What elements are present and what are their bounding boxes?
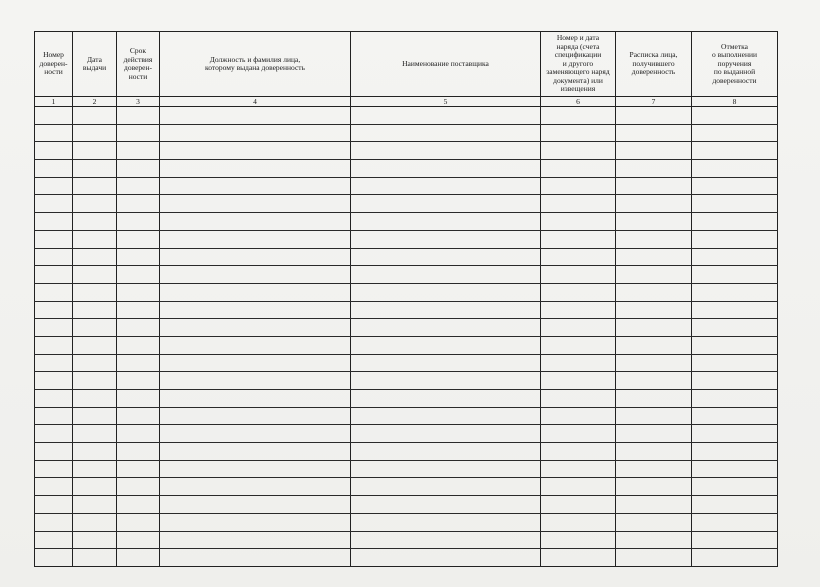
table-cell[interactable]	[73, 283, 117, 301]
table-cell[interactable]	[73, 213, 117, 231]
table-cell[interactable]	[160, 443, 351, 461]
table-cell[interactable]	[160, 301, 351, 319]
table-cell[interactable]	[351, 513, 541, 531]
table-cell[interactable]	[541, 460, 616, 478]
column-header-position-and-name: Должность и фамилия лица, которому выдана доверенность	[160, 32, 351, 97]
table-cell[interactable]	[35, 407, 73, 425]
table-cell[interactable]	[541, 390, 616, 408]
table-cell[interactable]	[616, 478, 692, 496]
table-row	[35, 372, 778, 390]
table-cell[interactable]	[692, 266, 778, 284]
table-row	[35, 390, 778, 408]
column-number: 6	[541, 97, 616, 107]
table-cell[interactable]	[616, 531, 692, 549]
table-cell[interactable]	[160, 336, 351, 354]
column-number: 3	[117, 97, 160, 107]
table-cell[interactable]	[73, 354, 117, 372]
table-cell[interactable]	[160, 213, 351, 231]
table-cell[interactable]	[117, 460, 160, 478]
table-cell[interactable]	[351, 336, 541, 354]
table-cell[interactable]	[160, 513, 351, 531]
table-cell[interactable]	[616, 390, 692, 408]
table-cell[interactable]	[351, 160, 541, 178]
table-cell[interactable]	[616, 372, 692, 390]
table-cell[interactable]	[351, 301, 541, 319]
table-cell[interactable]	[35, 336, 73, 354]
table-cell[interactable]	[351, 107, 541, 125]
table-cell[interactable]	[35, 213, 73, 231]
table-cell[interactable]	[35, 266, 73, 284]
table-row	[35, 531, 778, 549]
table-cell[interactable]	[117, 124, 160, 142]
table-cell[interactable]	[692, 460, 778, 478]
table-cell[interactable]	[616, 248, 692, 266]
table-cell[interactable]	[35, 443, 73, 461]
table-cell[interactable]	[541, 107, 616, 125]
table-cell[interactable]	[35, 124, 73, 142]
table-row	[35, 248, 778, 266]
table-cell[interactable]	[692, 496, 778, 514]
table-cell[interactable]	[35, 460, 73, 478]
table-cell[interactable]	[117, 496, 160, 514]
table-cell[interactable]	[35, 177, 73, 195]
table-cell[interactable]	[692, 336, 778, 354]
table-cell[interactable]	[73, 460, 117, 478]
table-cell[interactable]	[160, 124, 351, 142]
table-cell[interactable]	[616, 195, 692, 213]
table-cell[interactable]	[117, 195, 160, 213]
table-cell[interactable]	[692, 319, 778, 337]
table-cell[interactable]	[692, 443, 778, 461]
table-cell[interactable]	[73, 301, 117, 319]
table-cell[interactable]	[616, 443, 692, 461]
table-cell[interactable]	[160, 425, 351, 443]
table-row	[35, 354, 778, 372]
table-row	[35, 496, 778, 514]
table-cell[interactable]	[692, 142, 778, 160]
table-cell[interactable]	[541, 230, 616, 248]
table-cell[interactable]	[117, 230, 160, 248]
table-cell[interactable]	[117, 177, 160, 195]
table-cell[interactable]	[541, 266, 616, 284]
table-cell[interactable]	[73, 372, 117, 390]
table-row	[35, 283, 778, 301]
table-row	[35, 301, 778, 319]
table-cell[interactable]	[160, 390, 351, 408]
table-cell[interactable]	[73, 124, 117, 142]
table-cell[interactable]	[351, 177, 541, 195]
table-cell[interactable]	[73, 177, 117, 195]
table-cell[interactable]	[73, 336, 117, 354]
table-cell[interactable]	[73, 549, 117, 567]
table-row	[35, 230, 778, 248]
table-cell[interactable]	[160, 372, 351, 390]
table-row	[35, 142, 778, 160]
table-cell[interactable]	[117, 213, 160, 231]
table-cell[interactable]	[351, 230, 541, 248]
table-cell[interactable]	[351, 425, 541, 443]
table-cell[interactable]	[616, 142, 692, 160]
table-cell[interactable]	[692, 213, 778, 231]
table-cell[interactable]	[351, 443, 541, 461]
table-cell[interactable]	[160, 160, 351, 178]
table-row	[35, 177, 778, 195]
header-row	[35, 32, 778, 97]
table-cell[interactable]	[616, 266, 692, 284]
table-cell[interactable]	[692, 425, 778, 443]
table-cell[interactable]	[35, 531, 73, 549]
table-row	[35, 336, 778, 354]
table-cell[interactable]	[73, 107, 117, 125]
table-row	[35, 407, 778, 425]
table-cell[interactable]	[692, 283, 778, 301]
table-cell[interactable]	[117, 301, 160, 319]
table-cell[interactable]	[35, 372, 73, 390]
table-cell[interactable]	[541, 283, 616, 301]
table-cell[interactable]	[160, 142, 351, 160]
table-cell[interactable]	[541, 478, 616, 496]
table-cell[interactable]	[351, 407, 541, 425]
table-cell[interactable]	[616, 230, 692, 248]
table-cell[interactable]	[117, 390, 160, 408]
table-cell[interactable]	[541, 443, 616, 461]
table-cell[interactable]	[541, 336, 616, 354]
table-cell[interactable]	[73, 248, 117, 266]
table-cell[interactable]	[692, 513, 778, 531]
table-cell[interactable]	[117, 160, 160, 178]
table-cell[interactable]	[541, 177, 616, 195]
table-cell[interactable]	[692, 390, 778, 408]
table-cell[interactable]	[351, 248, 541, 266]
table-cell[interactable]	[351, 319, 541, 337]
column-number: 1	[35, 97, 73, 107]
table-cell[interactable]	[160, 283, 351, 301]
table-cell[interactable]	[351, 354, 541, 372]
table-cell[interactable]	[73, 513, 117, 531]
table-cell[interactable]	[692, 372, 778, 390]
table-cell[interactable]	[117, 319, 160, 337]
table-cell[interactable]	[541, 213, 616, 231]
table-cell[interactable]	[692, 354, 778, 372]
table-cell[interactable]	[117, 283, 160, 301]
table-row	[35, 319, 778, 337]
table-cell[interactable]	[351, 390, 541, 408]
table-cell[interactable]	[117, 531, 160, 549]
table-cell[interactable]	[541, 124, 616, 142]
table-cell[interactable]	[692, 177, 778, 195]
table-row	[35, 107, 778, 125]
table-cell[interactable]	[160, 496, 351, 514]
table-cell[interactable]	[541, 160, 616, 178]
table-cell[interactable]	[117, 266, 160, 284]
table-cell[interactable]	[541, 531, 616, 549]
table-cell[interactable]	[541, 372, 616, 390]
table-cell[interactable]	[117, 142, 160, 160]
table-cell[interactable]	[160, 478, 351, 496]
table-cell[interactable]	[351, 195, 541, 213]
table-cell[interactable]	[160, 195, 351, 213]
table-cell[interactable]	[73, 195, 117, 213]
table-cell[interactable]	[73, 425, 117, 443]
table-row	[35, 160, 778, 178]
table-row	[35, 549, 778, 567]
table-cell[interactable]	[160, 407, 351, 425]
table-cell[interactable]	[35, 230, 73, 248]
table-cell[interactable]	[541, 301, 616, 319]
table-cell[interactable]	[73, 407, 117, 425]
table-cell[interactable]	[616, 160, 692, 178]
table-cell[interactable]	[117, 372, 160, 390]
table-cell[interactable]	[35, 425, 73, 443]
table-cell[interactable]	[35, 390, 73, 408]
table-cell[interactable]	[616, 336, 692, 354]
table-cell[interactable]	[351, 531, 541, 549]
table-cell[interactable]	[692, 248, 778, 266]
table-cell[interactable]	[117, 336, 160, 354]
table-cell[interactable]	[160, 319, 351, 337]
column-header-attorney-number: Номер доверен- ности	[35, 32, 73, 97]
column-number: 8	[692, 97, 778, 107]
table-cell[interactable]	[160, 354, 351, 372]
table-cell[interactable]	[35, 513, 73, 531]
table-row	[35, 443, 778, 461]
table-cell[interactable]	[616, 124, 692, 142]
table-cell[interactable]	[616, 319, 692, 337]
table-cell[interactable]	[351, 283, 541, 301]
column-number: 7	[616, 97, 692, 107]
table-cell[interactable]	[616, 213, 692, 231]
table-cell[interactable]	[616, 425, 692, 443]
table-cell[interactable]	[616, 460, 692, 478]
column-number: 5	[351, 97, 541, 107]
table-row	[35, 478, 778, 496]
table-cell[interactable]	[351, 213, 541, 231]
table-row	[35, 425, 778, 443]
column-header-recipient-signature: Расписка лица, получившего доверенность	[616, 32, 692, 97]
table-cell[interactable]	[541, 195, 616, 213]
table-cell[interactable]	[692, 549, 778, 567]
table-cell[interactable]	[160, 248, 351, 266]
table-cell[interactable]	[541, 319, 616, 337]
table-cell[interactable]	[73, 478, 117, 496]
table-cell[interactable]	[160, 460, 351, 478]
table-cell[interactable]	[541, 425, 616, 443]
table-cell[interactable]	[35, 195, 73, 213]
table-cell[interactable]	[541, 142, 616, 160]
table-cell[interactable]	[692, 124, 778, 142]
table-cell[interactable]	[117, 107, 160, 125]
column-header-order-number-date: Номер и дата наряда (счета спецификации и другого заменяющего наряд документа) или извещения	[541, 32, 616, 97]
table-cell[interactable]	[35, 142, 73, 160]
power-of-attorney-journal-table	[34, 31, 778, 567]
table-cell[interactable]	[616, 513, 692, 531]
table-cell[interactable]	[541, 407, 616, 425]
column-header-validity-period: Срок действия доверен- ности	[117, 32, 160, 97]
table-cell[interactable]	[692, 195, 778, 213]
table-cell[interactable]	[351, 142, 541, 160]
table-cell[interactable]	[616, 407, 692, 425]
table-cell[interactable]	[692, 160, 778, 178]
table-cell[interactable]	[351, 266, 541, 284]
table-cell[interactable]	[351, 460, 541, 478]
table-cell[interactable]	[73, 319, 117, 337]
table-cell[interactable]	[73, 266, 117, 284]
table-cell[interactable]	[616, 549, 692, 567]
table-row	[35, 213, 778, 231]
table-cell[interactable]	[117, 248, 160, 266]
table-cell[interactable]	[35, 301, 73, 319]
table-cell[interactable]	[73, 160, 117, 178]
table-row	[35, 124, 778, 142]
table-cell[interactable]	[616, 354, 692, 372]
table-cell[interactable]	[35, 107, 73, 125]
table-cell[interactable]	[35, 354, 73, 372]
table-cell[interactable]	[117, 478, 160, 496]
journal-rows	[35, 107, 778, 567]
column-number-row	[35, 97, 778, 107]
table-cell[interactable]	[73, 531, 117, 549]
table-cell[interactable]	[541, 549, 616, 567]
table-cell[interactable]	[351, 372, 541, 390]
table-cell[interactable]	[160, 266, 351, 284]
column-number: 4	[160, 97, 351, 107]
table-cell[interactable]	[692, 531, 778, 549]
table-cell[interactable]	[616, 301, 692, 319]
table-cell[interactable]	[35, 496, 73, 514]
table-cell[interactable]	[117, 407, 160, 425]
table-cell[interactable]	[73, 390, 117, 408]
table-row	[35, 513, 778, 531]
table-cell[interactable]	[35, 248, 73, 266]
table-cell[interactable]	[692, 230, 778, 248]
table-cell[interactable]	[117, 549, 160, 567]
table-cell[interactable]	[616, 177, 692, 195]
table-cell[interactable]	[35, 319, 73, 337]
table-cell[interactable]	[117, 354, 160, 372]
column-header-supplier-name: Наименование поставщика	[351, 32, 541, 97]
table-cell[interactable]	[35, 283, 73, 301]
table-cell[interactable]	[73, 443, 117, 461]
table-cell[interactable]	[160, 177, 351, 195]
table-cell[interactable]	[351, 124, 541, 142]
table-cell[interactable]	[73, 230, 117, 248]
table-cell[interactable]	[73, 496, 117, 514]
table-row	[35, 460, 778, 478]
table-cell[interactable]	[160, 230, 351, 248]
table-cell[interactable]	[692, 407, 778, 425]
column-number: 2	[73, 97, 117, 107]
table-cell[interactable]	[35, 160, 73, 178]
table-row	[35, 195, 778, 213]
column-header-execution-note: Отметка о выполнении поручения по выданной доверенности	[692, 32, 778, 97]
table-cell[interactable]	[351, 478, 541, 496]
table-cell[interactable]	[160, 107, 351, 125]
table-cell[interactable]	[35, 478, 73, 496]
table-cell[interactable]	[351, 496, 541, 514]
table-cell[interactable]	[692, 301, 778, 319]
table-cell[interactable]	[616, 496, 692, 514]
table-cell[interactable]	[160, 531, 351, 549]
table-cell[interactable]	[117, 513, 160, 531]
table-cell[interactable]	[541, 496, 616, 514]
table-cell[interactable]	[351, 549, 541, 567]
table-cell[interactable]	[117, 425, 160, 443]
table-cell[interactable]	[541, 248, 616, 266]
table-cell[interactable]	[117, 443, 160, 461]
table-cell[interactable]	[35, 549, 73, 567]
table-cell[interactable]	[541, 513, 616, 531]
table-row	[35, 266, 778, 284]
table-cell[interactable]	[692, 478, 778, 496]
column-header-issue-date: Дата выдачи	[73, 32, 117, 97]
table-cell[interactable]	[541, 354, 616, 372]
table-cell[interactable]	[616, 107, 692, 125]
table-cell[interactable]	[616, 283, 692, 301]
table-cell[interactable]	[160, 549, 351, 567]
table-cell[interactable]	[692, 107, 778, 125]
table-cell[interactable]	[73, 142, 117, 160]
